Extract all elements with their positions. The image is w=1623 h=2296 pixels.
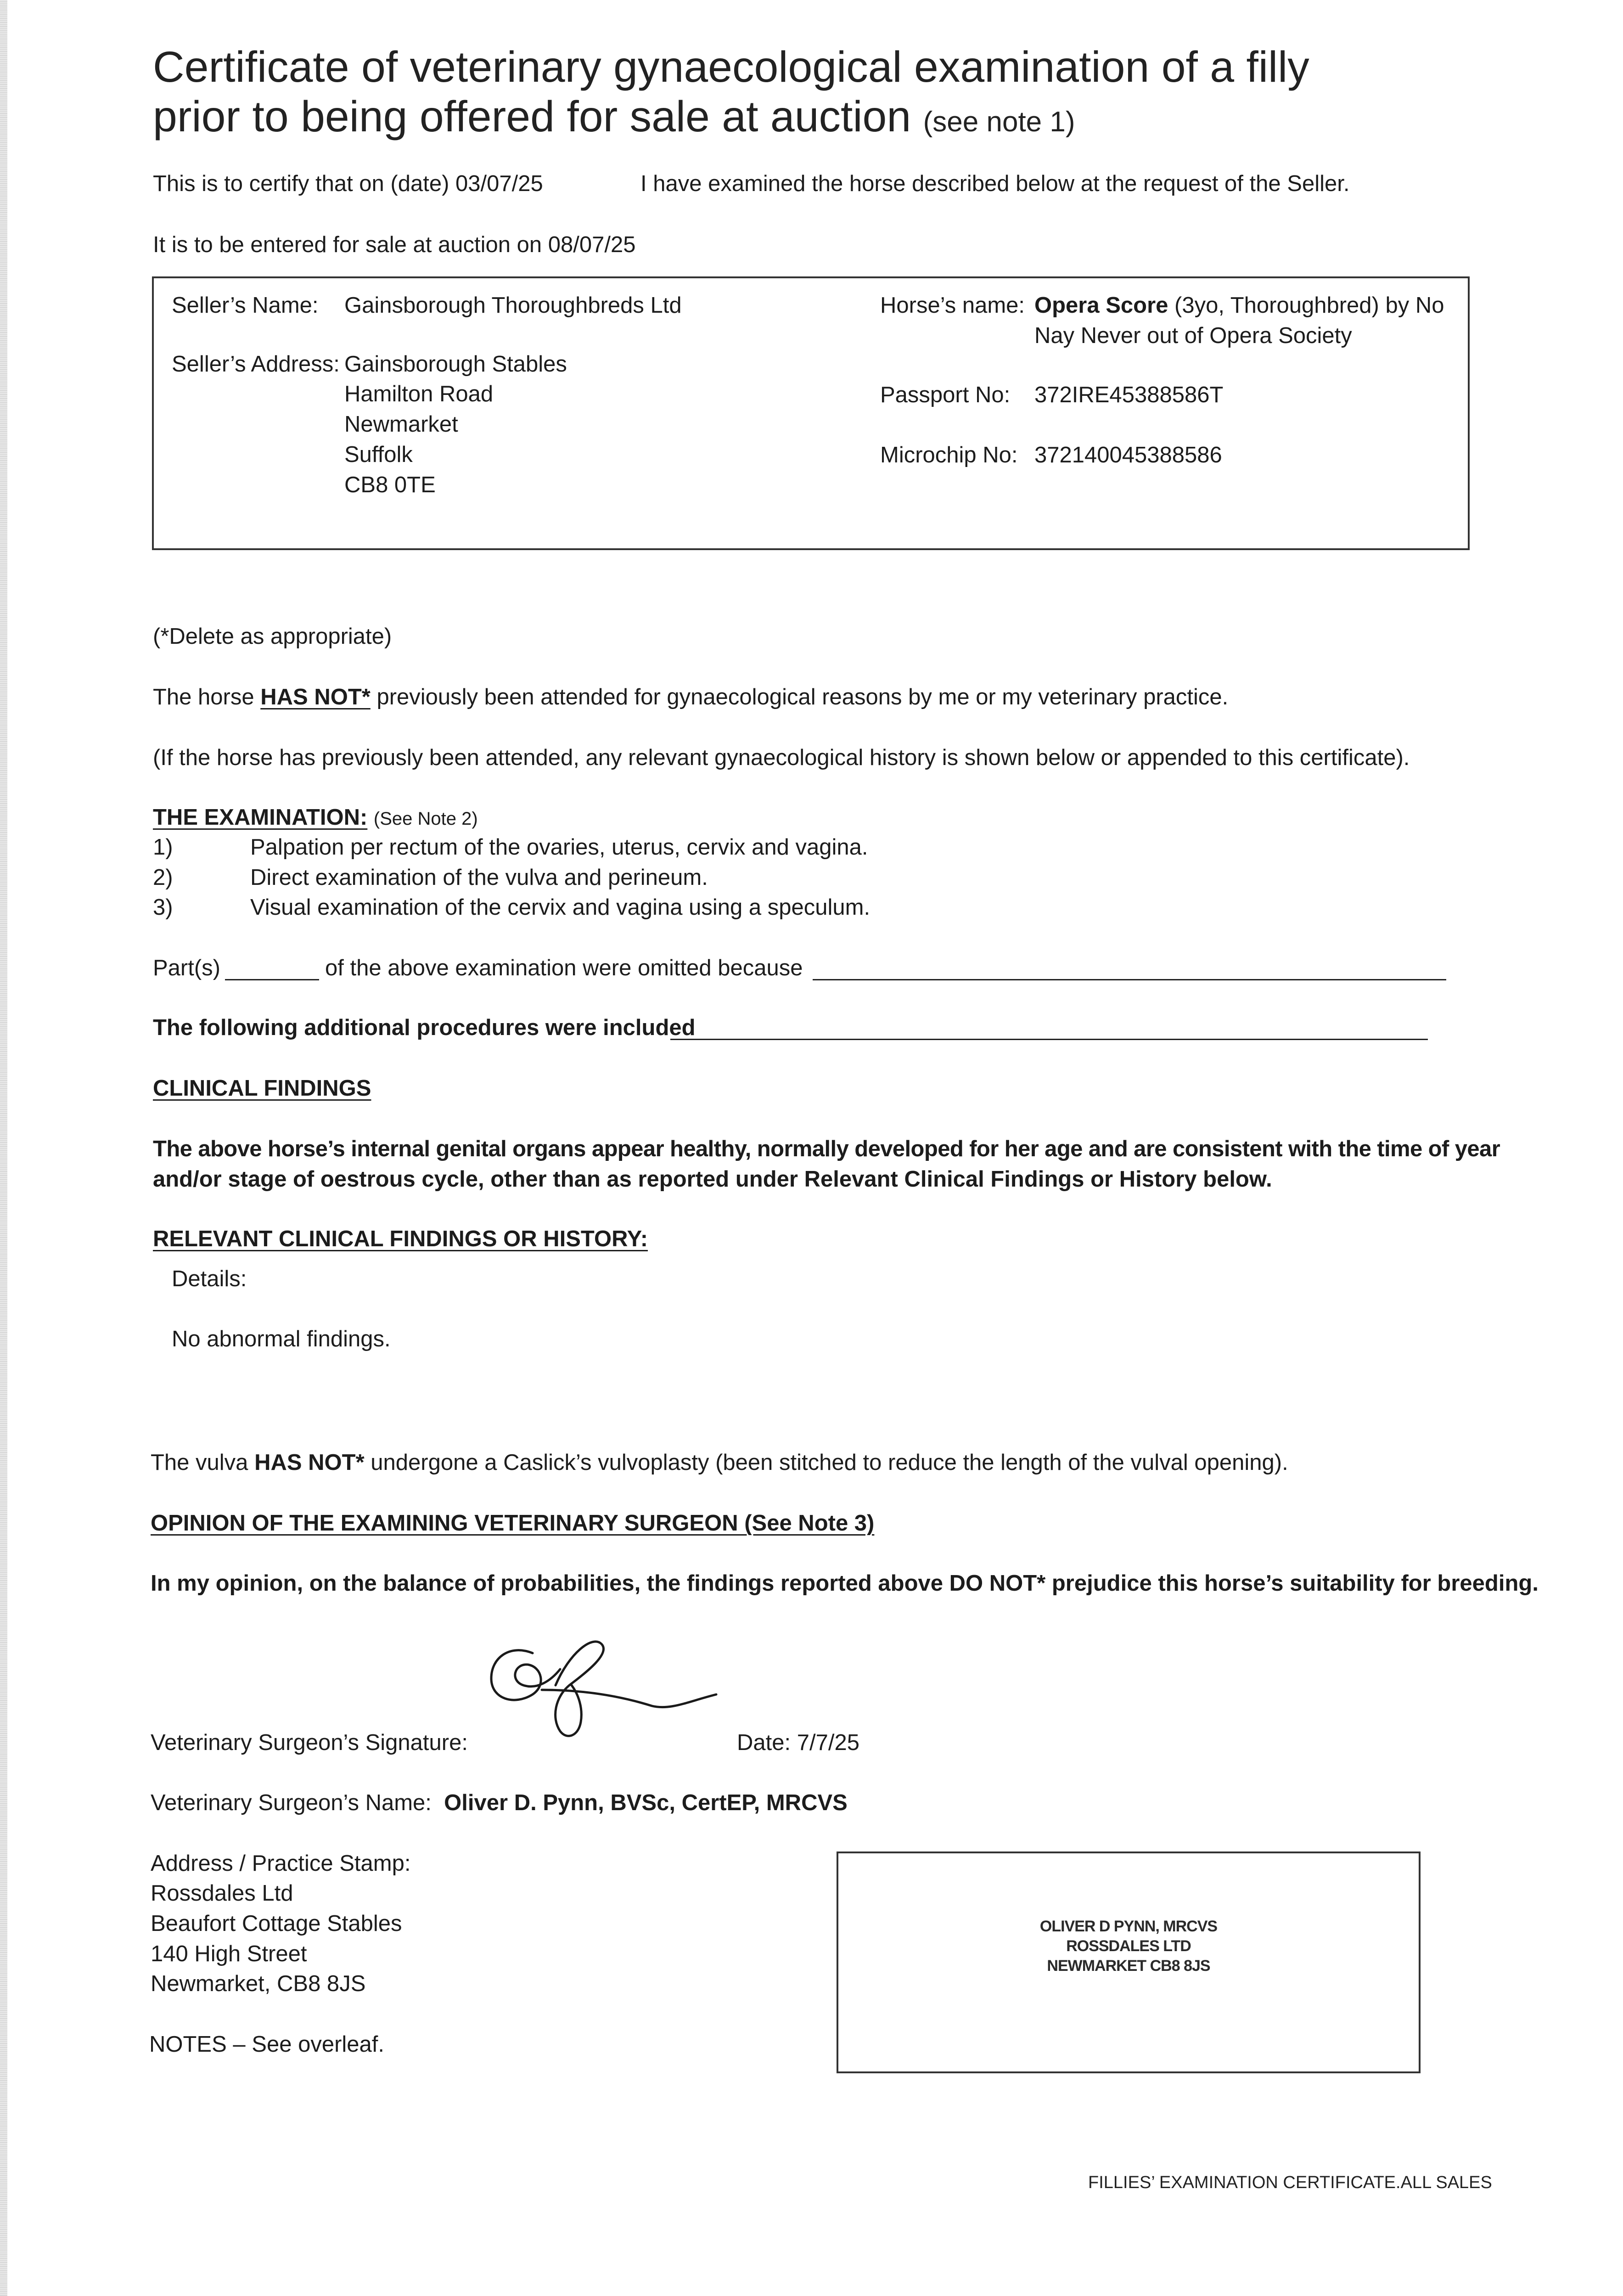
- certify-date-text: This is to certify that on (date) 03/07/25: [153, 171, 543, 196]
- horse-name: Opera Score: [1034, 293, 1168, 318]
- stamp-line: NEWMARKET CB8 8JS: [1047, 1957, 1210, 1975]
- microchip-number: 372140045388586: [1034, 443, 1222, 467]
- practice-stamp-box: [837, 1851, 1421, 2073]
- passport-label: Passport No:: [880, 383, 1011, 407]
- exam-item-number: 2): [153, 865, 173, 890]
- clinical-findings-text-cont: and/or stage of oestrous cycle, other than as reported under Relevant Clinical Findings or History below.: [153, 1167, 1272, 1192]
- attended-statement: The horse HAS NOT* previously been attended for gynaecological reasons by me or my veterinary practice.: [153, 685, 1229, 709]
- opinion-text: In my opinion, on the balance of probabilities, the findings reported above DO NOT* prejudice this horse’s suitability for breeding.: [151, 1571, 1539, 1596]
- seller-name-label: Seller’s Name:: [172, 293, 319, 318]
- clinical-findings-text: The above horse’s internal genital organs appear healthy, normally developed for her age and are consistent with the time of year: [153, 1137, 1500, 1161]
- notes-text: NOTES – See overleaf.: [149, 2032, 385, 2057]
- footer-text: FILLIES’ EXAMINATION CERTIFICATE.ALL SALES: [1088, 2173, 1492, 2192]
- horse-name-line: [1034, 293, 1444, 318]
- attended-status: HAS NOT*: [260, 685, 371, 709]
- practice-address-line: Rossdales Ltd: [151, 1881, 293, 1906]
- seller-address-line: Gainsborough Stables: [344, 352, 567, 377]
- surgeon-name: Oliver D. Pynn, BVSc, CertEP, MRCVS: [444, 1790, 848, 1815]
- stamp-line: ROSSDALES LTD: [1066, 1937, 1191, 1955]
- seller-address-line: Newmarket: [344, 412, 458, 437]
- exam-item-number: 3): [153, 895, 173, 920]
- omitted-reason-label: of the above examination were omitted because: [325, 956, 803, 980]
- horse-breeding: Nay Never out of Opera Society: [1034, 323, 1352, 348]
- vulvoplasty-statement: The vulva HAS NOT* undergone a Caslick’s vulvoplasty (been stitched to reduce the length of the vulval opening).: [151, 1450, 1288, 1475]
- scan-edge: [0, 0, 7, 2296]
- omitted-parts-label: Part(s): [153, 956, 220, 980]
- vulvoplasty-status: HAS NOT*: [254, 1450, 365, 1475]
- title-note: (see note 1): [923, 106, 1075, 138]
- sale-date-text: It is to be entered for sale at auction on 08/07/25: [153, 232, 636, 257]
- opinion-heading: OPINION OF THE EXAMINING VETERINARY SURGEON (See Note 3): [151, 1511, 875, 1536]
- signature-label: Veterinary Surgeon’s Signature:: [151, 1730, 468, 1755]
- details-label: Details:: [172, 1266, 247, 1291]
- additional-procedures-blank: [670, 1039, 1428, 1040]
- exam-item-text: Palpation per rectum of the ovaries, uterus, cervix and vagina.: [250, 835, 868, 860]
- history-note: (If the horse has previously been attended, any relevant gynaecological history is shown below or appended to this certificate).: [153, 745, 1410, 770]
- relevant-findings-heading: RELEVANT CLINICAL FINDINGS OR HISTORY:: [153, 1227, 648, 1251]
- examination-note: (See Note 2): [373, 809, 478, 829]
- practice-address-line: 140 High Street: [151, 1941, 307, 1966]
- additional-procedures-label: The following additional procedures were included: [153, 1015, 696, 1040]
- exam-item-number: 1): [153, 835, 173, 860]
- omitted-parts-blank: [225, 979, 319, 980]
- stamp-line: OLIVER D PYNN, MRCVS: [1039, 1918, 1218, 1935]
- certify-request-text: I have examined the horse described below at the request of the Seller.: [640, 171, 1350, 196]
- seller-address-line: Suffolk: [344, 442, 413, 467]
- horse-description: (3yo, Thoroughbred) by No: [1174, 293, 1444, 318]
- clinical-findings-heading: CLINICAL FINDINGS: [153, 1076, 371, 1101]
- seller-address-line: Hamilton Road: [344, 382, 494, 406]
- practice-stamp-label: Address / Practice Stamp:: [151, 1851, 411, 1876]
- details-text: No abnormal findings.: [172, 1327, 391, 1351]
- document-title-line1: Certificate of veterinary gynaecological examination of a filly: [153, 43, 1309, 91]
- practice-address-line: Beaufort Cottage Stables: [151, 1911, 402, 1936]
- signature-date: Date: 7/7/25: [737, 1730, 859, 1755]
- seller-address-line: CB8 0TE: [344, 473, 436, 497]
- document-title-line2: prior to being offered for sale at auction (see note 1): [153, 92, 1075, 141]
- practice-address-line: Newmarket, CB8 8JS: [151, 1971, 366, 1996]
- surgeon-name-label: Veterinary Surgeon’s Name:: [151, 1790, 432, 1815]
- delete-note: (*Delete as appropriate): [153, 624, 392, 649]
- microchip-label: Microchip No:: [880, 443, 1018, 467]
- omitted-reason-blank: [813, 979, 1446, 980]
- signature-image: [477, 1626, 725, 1750]
- passport-number: 372IRE45388586T: [1034, 383, 1224, 407]
- exam-item-text: Direct examination of the vulva and perineum.: [250, 865, 708, 890]
- horse-name-label: Horse’s name:: [880, 293, 1025, 318]
- seller-name: Gainsborough Thoroughbreds Ltd: [344, 293, 682, 318]
- exam-item-text: Visual examination of the cervix and vagina using a speculum.: [250, 895, 870, 920]
- examination-heading: THE EXAMINATION: (See Note 2): [153, 805, 478, 830]
- surgeon-name-line: [151, 1790, 848, 1816]
- seller-address-label: Seller’s Address:: [172, 352, 340, 377]
